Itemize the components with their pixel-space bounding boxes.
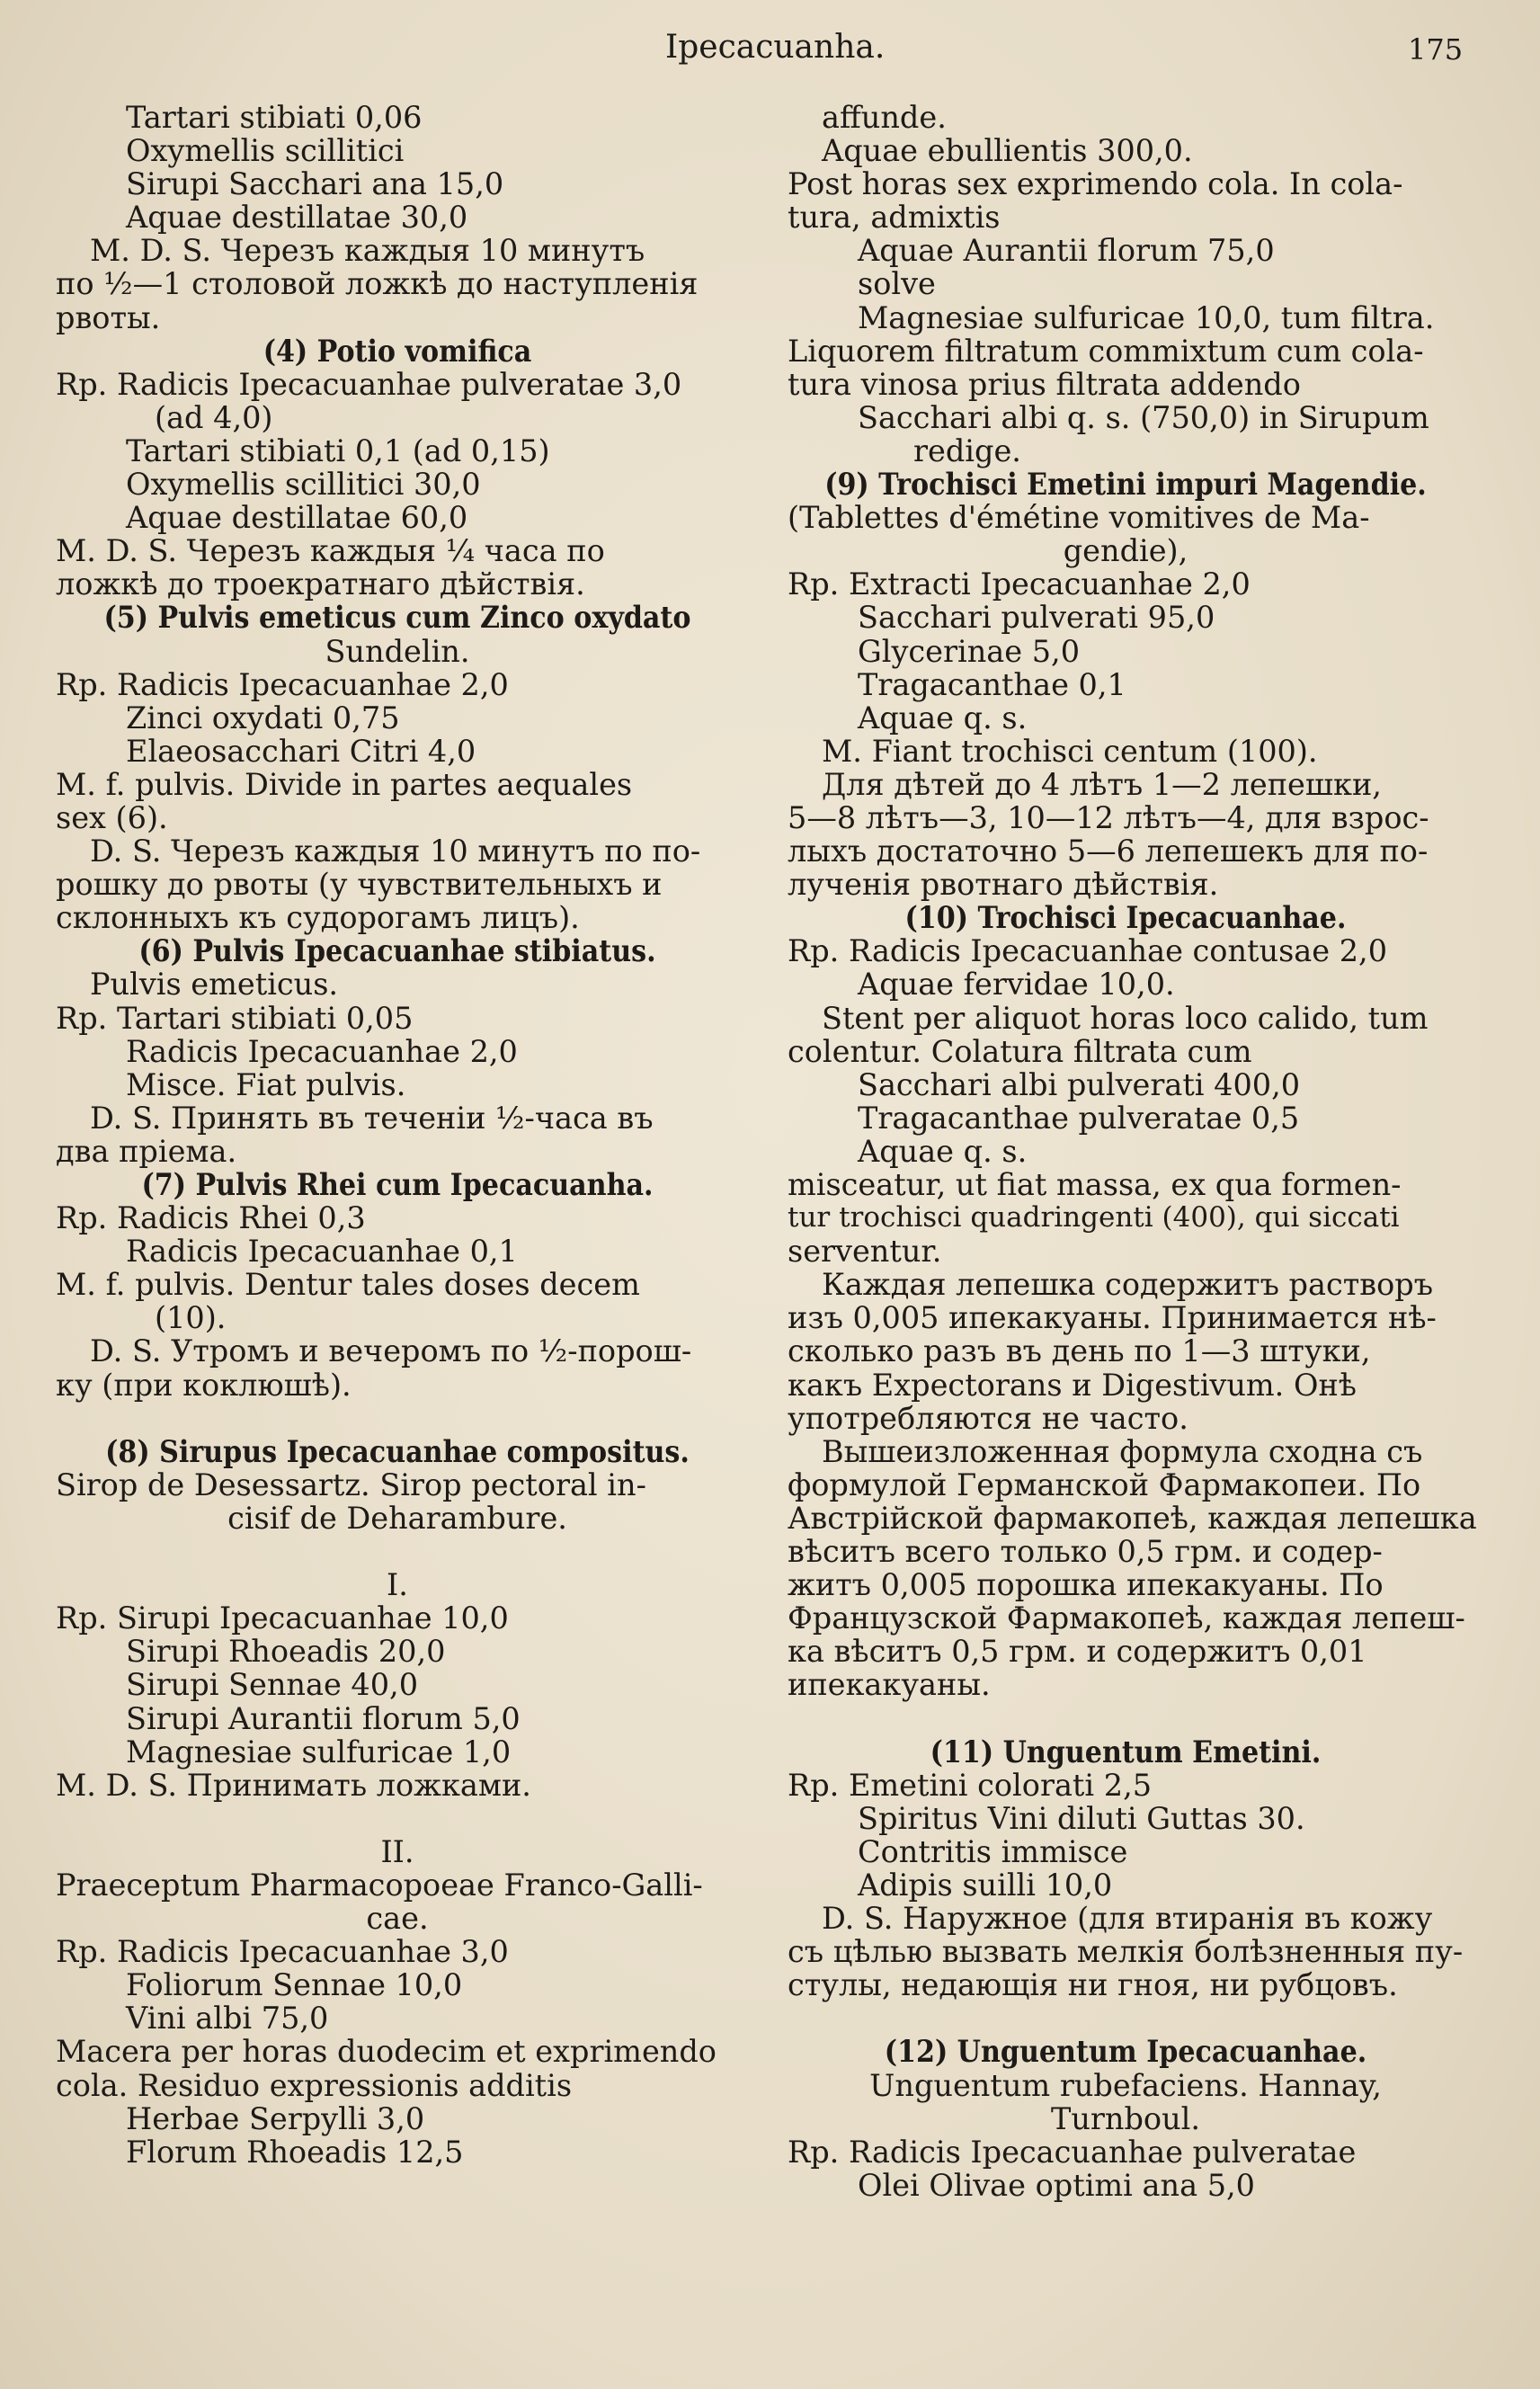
text-line: Radicis Ipecacuanhae 0,1 [126, 1234, 518, 1270]
text-line: (ad 4,0) [155, 399, 273, 435]
text-line: вѣситъ всего только 0,5 грм. и содер- [788, 1534, 1383, 1570]
text-line: Aquae q. s. [858, 700, 1028, 735]
text-line: Sirupi Aurantii florum 5,0 [126, 1700, 521, 1736]
text-line: Olei Olivae optimi ana 5,0 [858, 2167, 1255, 2203]
text-line: D. S. Принять въ теченіи ½-часа въ [90, 1100, 654, 1136]
text-line: colentur. Colatura filtrata cum [788, 1033, 1252, 1069]
text-line: M. D. S. Принимать ложками. [56, 1767, 531, 1803]
recipe-heading: (6) Pulvis Ipecacuanhae stibiatus. [138, 933, 656, 969]
text-line: по ½—1 столовой ложкѣ до наступленія [56, 266, 699, 302]
text-line: Foliorum Sennae 10,0 [126, 1967, 463, 2003]
text-line: Rp. Radicis Ipecacuanhae pulveratae [788, 2134, 1357, 2170]
text-line: Oxymellis scillitici [126, 133, 405, 169]
text-line: рвоты. [56, 299, 161, 335]
text-line: Radicis Ipecacuanhae 2,0 [126, 1033, 518, 1069]
text-line: tur trochisci quadringenti (400), qui siccati [788, 1201, 1400, 1235]
recipe-heading: (9) Trochisci Emetini impuri Magendie. [824, 467, 1427, 503]
text-line: D. S. Черезъ каждыя 10 минутъ по по- [90, 833, 701, 869]
text-line: два пріема. [56, 1133, 237, 1169]
text-line: Aquae fervidae 10,0. [858, 967, 1175, 1003]
right-column [788, 100, 1477, 2203]
text-line: рошку до рвоты (у чувствительныхъ и [56, 867, 663, 903]
recipe-heading: (4) Potio vomifica [263, 333, 532, 369]
text-line: M. f. pulvis. Dentur tales doses decem [56, 1267, 640, 1303]
text-line: Magnesiae sulfuricae 10,0, tum filtra. [858, 299, 1435, 335]
text-line: Rp. Radicis Ipecacuanhae contusae 2,0 [788, 933, 1388, 969]
text-line: житъ 0,005 порошка ипекакуаны. По [788, 1567, 1384, 1603]
text-line: Французской Фармакопеѣ, каждая лепеш- [788, 1600, 1465, 1636]
page-number: 175 [1408, 32, 1464, 67]
text-line: Rp. Emetini colorati 2,5 [788, 1767, 1153, 1803]
text-line: Stent per aliquot horas loco calido, tum [822, 1000, 1429, 1036]
text-line: Glycerinae 5,0 [858, 633, 1081, 669]
text-line: Misce. Fiat pulvis. [126, 1066, 406, 1102]
text-line: Rp. Radicis Rhei 0,3 [56, 1200, 366, 1236]
recipe-heading: (5) Pulvis emeticus cum Zinco oxydato [103, 600, 691, 636]
text-line: Rp. Radicis Ipecacuanhae 3,0 [56, 1934, 509, 1970]
text-line: Aquae ebullientis 300,0. [822, 133, 1193, 169]
text-line: Magnesiae sulfuricae 1,0 [126, 1734, 512, 1769]
text-line: Tartari stibiati 0,1 (ad 0,15) [126, 432, 550, 468]
text-line [788, 2001, 1464, 2035]
text-line: стулы, недающія ни гноя, ни рубцовъ. [788, 1967, 1398, 2003]
text-line [788, 1702, 1464, 1735]
text-line: Sirupi Sacchari ana 15,0 [126, 166, 504, 202]
text-line: Zinci oxydati 0,75 [126, 700, 400, 735]
text-line: лыхъ достаточно 5—6 лепешекъ для по- [788, 833, 1429, 869]
text-line: Oxymellis scillitici 30,0 [126, 467, 481, 503]
text-line: Sacchari albi q. s. (750,0) in Sirupum [858, 399, 1429, 435]
text-line: Aquae Aurantii florum 75,0 [858, 233, 1275, 269]
text-line: Post horas sex exprimendo cola. In cola- [788, 166, 1403, 202]
text-line: склонныхъ къ судорогамъ лицъ). [56, 900, 580, 936]
text-line: M. D. S. Черезъ каждыя ¼ часа по [56, 533, 605, 569]
text-line: Sacchari albi pulverati 400,0 [858, 1066, 1301, 1102]
recipe-heading: (8) Sirupus Ipecacuanhae compositus. [105, 1433, 690, 1469]
text-line: Sirop de Desessartz. Sirop pectoral in- [56, 1466, 646, 1502]
text-line: Rp. Radicis Ipecacuanhae 2,0 [56, 666, 509, 702]
text-line: Aquae destillatae 60,0 [126, 500, 468, 536]
text-line: сколько разъ въ день по 1—3 штуки, [788, 1333, 1371, 1369]
text-line: M. D. S. Черезъ каждыя 10 минутъ [90, 233, 645, 269]
left-column [56, 101, 739, 2169]
recipe-heading: (7) Pulvis Rhei cum Ipecacuanha. [141, 1167, 654, 1202]
text-line: cisif de Deharambure. [227, 1500, 567, 1536]
recipe-heading: (11) Unguentum Emetini. [930, 1734, 1322, 1769]
text-line: tura vinosa prius filtrata addendo [788, 366, 1301, 402]
text-line: ку (при коклюшѣ). [56, 1367, 352, 1403]
text-line: cae. [366, 1901, 429, 1937]
text-line: лученія рвотнаго дѣйствія. [788, 867, 1219, 903]
text-line: M. f. pulvis. Divide in partes aequales [56, 766, 633, 802]
text-line: tura, admixtis [788, 200, 1001, 236]
text-line: Macera per horas duodecim et exprimendo [56, 2034, 717, 2070]
text-line: съ цѣлью вызвать мелкія болѣзненныя пу- [788, 1934, 1464, 1970]
running-title: Ipecacuanha. [665, 29, 886, 66]
text-line: cola. Residuo expressionis additis [56, 2067, 573, 2103]
text-line: формулой Германской Фармакопеи. По [788, 1466, 1421, 1502]
text-line: Rp. Radicis Ipecacuanhae pulveratae 3,0 [56, 366, 682, 402]
text-line: Liquorem filtratum commixtum cum cola- [788, 333, 1424, 369]
text-line: Tragacanthae 0,1 [858, 666, 1126, 702]
text-line: (10). [155, 1300, 227, 1336]
text-line: Contritis immisce [858, 1833, 1128, 1869]
text-line: Herbae Serpylli 3,0 [126, 2100, 425, 2136]
text-line: solve [858, 266, 936, 302]
text-line: gendie), [1063, 533, 1188, 569]
text-line: I. [387, 1567, 408, 1603]
text-line: affunde. [822, 100, 947, 135]
text-line: M. Fiant trochisci centum (100). [822, 733, 1318, 769]
text-line: Florum Rhoeadis 12,5 [126, 2134, 464, 2170]
text-line: Sundelin. [325, 633, 470, 669]
text-line: D. S. Наружное (для втиранія въ кожу [822, 1901, 1433, 1937]
text-line: 5—8 лѣтъ—3, 10—12 лѣтъ—4, для взрос- [788, 799, 1429, 835]
text-line: ка вѣситъ 0,5 грм. и содержитъ 0,01 [788, 1634, 1367, 1670]
text-line: Sirupi Rhoeadis 20,0 [126, 1634, 446, 1670]
text-line: Praeceptum Pharmacopoeae Franco-Galli- [56, 1867, 703, 1903]
text-line: Unguentum rubefaciens. Hannay, [869, 2067, 1382, 2103]
text-line: Sacchari pulverati 95,0 [858, 600, 1215, 636]
text-line: sex (6). [56, 799, 168, 835]
text-line: Tartari stibiati 0,06 [126, 100, 423, 135]
page-header [0, 29, 1540, 76]
text-line: Вышеизложенная формула сходна съ [822, 1433, 1423, 1469]
text-line: ложкѣ до троекратнаго дѣйствія. [56, 566, 585, 602]
text-line: ипекакуаны. [788, 1667, 991, 1703]
text-line: D. S. Утромъ и вечеромъ по ½-порош- [90, 1333, 692, 1369]
text-line [56, 1535, 739, 1568]
text-line: Vini albi 75,0 [126, 2001, 329, 2037]
text-line: Spiritus Vini diluti Guttas 30. [858, 1800, 1305, 1836]
text-line: Для дѣтей до 4 лѣтъ 1—2 лепешки, [822, 766, 1382, 802]
text-line: изъ 0,005 ипекакуаны. Принимается нѣ- [788, 1300, 1437, 1336]
text-line: Каждая лепешка содержитъ растворъ [822, 1267, 1434, 1303]
text-line: Adipis suilli 10,0 [858, 1867, 1113, 1903]
recipe-heading: (12) Unguentum Ipecacuanhae. [884, 2034, 1367, 2070]
text-line: какъ Expectorans и Digestivum. Онѣ [788, 1367, 1357, 1403]
text-line: (Tablettes d'émétine vomitives de Ma- [788, 500, 1370, 536]
text-line [56, 1802, 739, 1835]
text-line: Rp. Tartari stibiati 0,05 [56, 1000, 414, 1036]
text-line: Turnboul. [1050, 2100, 1201, 2136]
text-line: Elaeosacchari Citri 4,0 [126, 733, 476, 769]
text-line: Aquae destillatae 30,0 [126, 200, 468, 236]
text-line: redige. [913, 432, 1021, 468]
text-line: serventur. [788, 1234, 942, 1270]
text-line: Sirupi Sennae 40,0 [126, 1667, 419, 1703]
text-line [56, 1402, 739, 1435]
text-line: употребляются не часто. [788, 1400, 1188, 1436]
text-line: Rp. Extracti Ipecacuanhae 2,0 [788, 566, 1251, 602]
text-line: Pulvis emeticus. [90, 967, 339, 1003]
text-line: Tragacanthae pulveratae 0,5 [858, 1100, 1300, 1136]
text-line: Rp. Sirupi Ipecacuanhae 10,0 [56, 1600, 509, 1636]
text-line: Австрійской фармакопеѣ, каждая лепешка [788, 1500, 1477, 1536]
recipe-heading: (10) Trochisci Ipecacuanhae. [904, 900, 1347, 936]
text-line: II. [380, 1833, 414, 1869]
text-line: Aquae q. s. [858, 1133, 1028, 1169]
text-line: misceatur, ut fiat massa, ex qua formen- [788, 1167, 1402, 1202]
